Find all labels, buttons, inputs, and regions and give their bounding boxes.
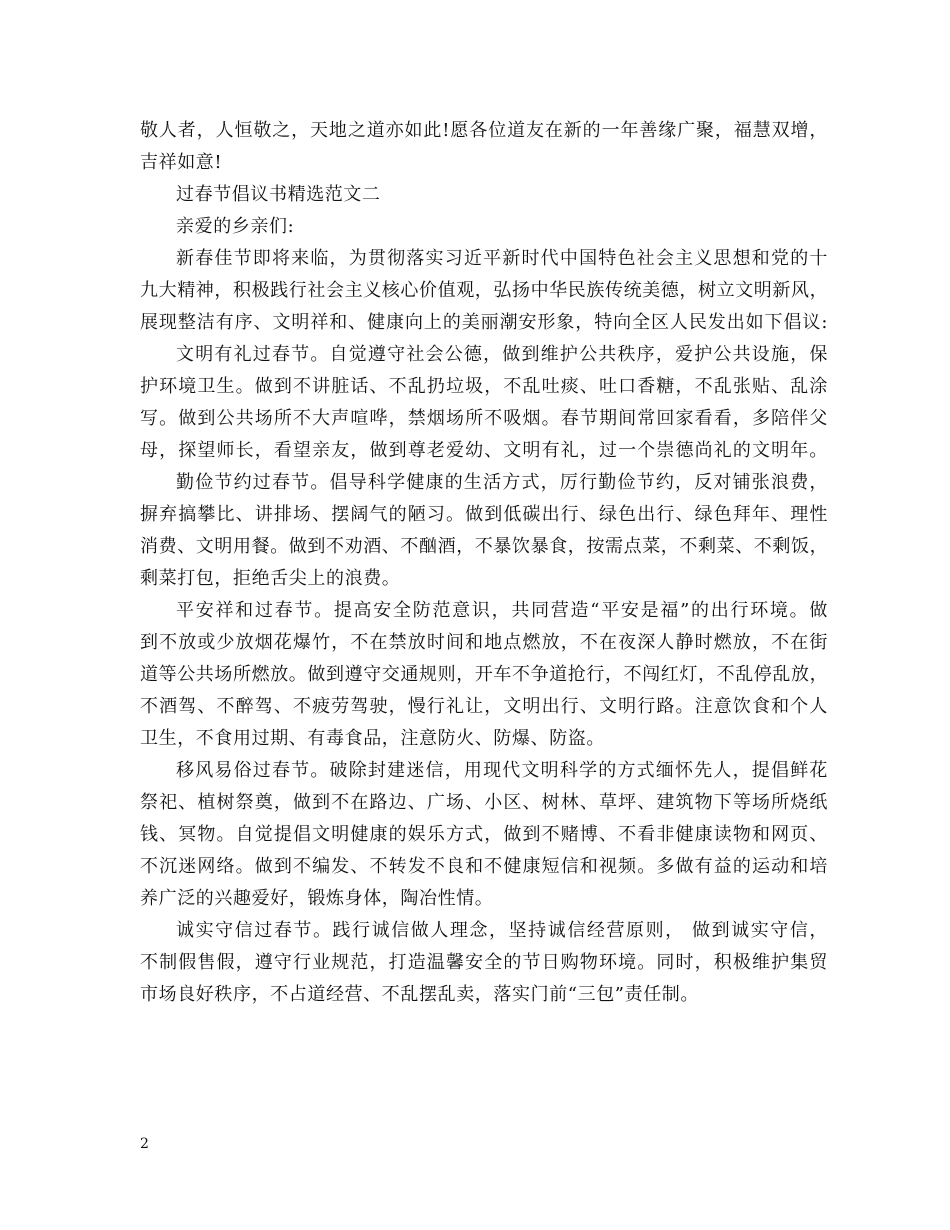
text-line: 祭祀、植树祭奠，做到不在路边、广场、小区、树林、草坪、建筑物下等场所烧纸: [140, 792, 828, 813]
paragraph-start-line: 文明有礼过春节。自觉遵守社会公德，做到维护公共秩序，爱护公共设施，保: [176, 344, 828, 365]
text-line: 吉祥如意!: [140, 152, 223, 173]
text-line: 母，探望师长，看望亲友，做到尊老爱幼、文明有礼，过一个崇德尚礼的文明年。: [140, 440, 828, 461]
text-line: 剩菜打包，拒绝舌尖上的浪费。: [140, 568, 401, 589]
text-line: 护环境卫生。做到不讲脏话、不乱扔垃圾，不乱吐痰、吐口香糖，不乱张贴、乱涂: [140, 376, 828, 397]
salutation: 亲爱的乡亲们:: [176, 216, 295, 237]
text-line: 写。做到公共场所不大声喧哗，禁烟场所不吸烟。春节期间常回家看看，多陪伴父: [140, 408, 828, 429]
paragraph-start-line: 新春佳节即将来临，为贯彻落实习近平新时代中国特色社会主义思想和党的十: [176, 248, 828, 269]
text-line: 敬人者，人恒敬之，天地之道亦如此!愿各位道友在新的一年善缘广聚，福慧双增，: [140, 120, 828, 141]
text-line: 市场良好秩序，不占道经营、不乱摆乱卖，落实门前“三包”责任制。: [140, 984, 700, 1005]
paragraph-start-line: 移风易俗过春节。破除封建迷信，用现代文明科学的方式缅怀先人，提倡鲜花: [176, 760, 828, 781]
text-line: 道等公共场所燃放。做到遵守交通规则，开车不争道抢行，不闯红灯，不乱停乱放，: [140, 664, 828, 685]
paragraph-start-line: 平安祥和过春节。提高安全防范意识，共同营造“平安是福”的出行环境。做: [176, 600, 828, 621]
text-line: 展现整洁有序、文明祥和、健康向上的美丽潮安形象，特向全区人民发出如下倡议:: [140, 312, 828, 333]
text-line: 养广泛的兴趣爱好，锻炼身体，陶冶性情。: [140, 888, 494, 909]
text-line: 到不放或少放烟花爆竹，不在禁放时间和地点燃放，不在夜深人静时燃放，不在街: [140, 632, 828, 653]
text-line: 九大精神，积极践行社会主义核心价值观，弘扬中华民族传统美德，树立文明新风，: [140, 280, 828, 301]
text-line: 不制假售假，遵守行业规范，打造温馨安全的节日购物环境。同时，积极维护集贸: [140, 952, 828, 973]
text-line: 不沉迷网络。做到不编发、不转发不良和不健康短信和视频。多做有益的运动和培: [140, 856, 828, 877]
text-line: 钱、冥物。自觉提倡文明健康的娱乐方式，做到不赌博、不看非健康读物和网页、: [140, 824, 828, 845]
paragraph-start-line: 勤俭节约过春节。倡导科学健康的生活方式，厉行勤俭节约，反对铺张浪费，: [176, 472, 828, 493]
text-line: 消费、文明用餐。做到不劝酒、不酗酒，不暴饮暴食，按需点菜，不剩菜、不剩饭，: [140, 536, 828, 557]
paragraph-start-line: 诚实守信过春节。践行诚信做人理念，坚持诚信经营原则， 做到诚实守信，: [176, 920, 828, 941]
text-line: 卫生，不食用过期、有毒食品，注意防火、防爆、防盗。: [140, 728, 605, 749]
text-line: 不酒驾、不醉驾、不疲劳驾驶，慢行礼让，文明出行、文明行路。注意饮食和个人: [140, 696, 828, 717]
section-heading: 过春节倡议书精选范文二: [176, 184, 381, 205]
text-line: 摒弃搞攀比、讲排场、摆阔气的陋习。做到低碳出行、绿色出行、绿色拜年、理性: [140, 504, 828, 525]
page-number: 2: [140, 1136, 149, 1152]
document-body: [140, 115, 828, 1011]
